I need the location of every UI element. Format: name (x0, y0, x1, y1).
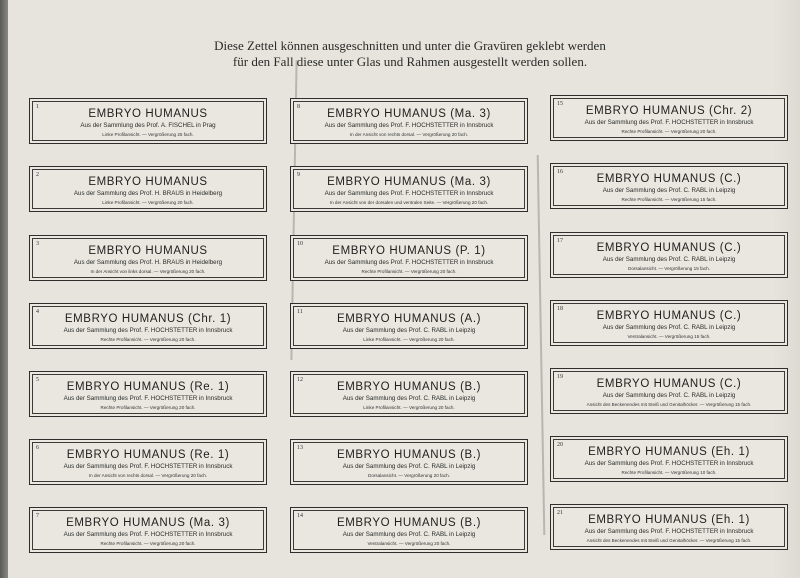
label-inner-frame (293, 510, 525, 550)
label-view: Ansicht des Beckenendes mit Steiß und Genitalhöcker. — Vergrößerung 15 fach. (586, 402, 752, 407)
label-source: Aus der Sammlung des Prof. F. HOCHSTETTER in Innsbruck (584, 119, 754, 126)
label-title: EMBRYO HUMANUS (B.) (336, 517, 482, 529)
embryo-label-card (290, 98, 528, 144)
label-title: EMBRYO HUMANUS (B.) (336, 381, 482, 393)
label-view: Linke Profilansicht. — Vergrößerung 20 fach. (363, 337, 455, 342)
label-number: 7 (36, 513, 39, 519)
scanner-edge (0, 0, 8, 578)
label-inner-frame (293, 442, 525, 482)
label-inner-frame (32, 306, 264, 346)
embryo-label-card (550, 300, 788, 346)
label-view: Linke Profilansicht. — Vergrößerung 25 fach. (102, 132, 194, 137)
label-inner-frame (293, 238, 525, 278)
label-view: In der Ansicht von rechts dorsal. — Vergrößerung 20 fach. (349, 132, 469, 137)
label-number: 14 (297, 513, 303, 519)
label-title: EMBRYO HUMANUS (C.) (596, 378, 742, 390)
label-title: EMBRYO HUMANUS (Eh. 1) (588, 446, 750, 458)
label-source: Aus der Sammlung des Prof. F. HOCHSTETTER in Innsbruck (324, 259, 494, 266)
label-title: EMBRYO HUMANUS (A.) (336, 313, 482, 325)
label-title: EMBRYO HUMANUS (Re. 1) (66, 449, 230, 461)
embryo-label-card (550, 504, 788, 550)
label-inner-frame (553, 166, 785, 206)
label-source: Aus der Sammlung des Prof. C. RABL in Leipzig (602, 324, 736, 331)
embryo-label-card (29, 303, 267, 349)
label-title: EMBRYO HUMANUS (Ma. 3) (327, 108, 491, 120)
label-source: Aus der Sammlung des Prof. F. HOCHSTETTER in Innsbruck (63, 463, 233, 470)
label-inner-frame (293, 101, 525, 141)
embryo-label-card (29, 166, 267, 212)
label-source: Aus der Sammlung des Prof. C. RABL in Leipzig (342, 395, 476, 402)
label-inner-frame (553, 303, 785, 343)
label-number: 12 (297, 377, 303, 383)
label-number: 6 (36, 445, 39, 451)
label-number: 8 (297, 104, 300, 110)
label-title: EMBRYO HUMANUS (Chr. 2) (585, 105, 753, 117)
label-title: EMBRYO HUMANUS (Ma. 3) (66, 517, 230, 529)
label-inner-frame (553, 439, 785, 479)
embryo-label-card (290, 371, 528, 417)
label-view: Rechte Profilansicht. — Vergrößerung 10 fach. (621, 470, 717, 475)
embryo-label-card (29, 235, 267, 281)
label-source: Aus der Sammlung des Prof. C. RABL in Leipzig (342, 327, 476, 334)
label-number: 16 (557, 169, 563, 175)
label-inner-frame (32, 442, 264, 482)
label-inner-frame (293, 169, 525, 209)
label-inner-frame (32, 101, 264, 141)
embryo-label-card (290, 507, 528, 553)
label-number: 9 (297, 172, 300, 178)
label-inner-frame (293, 374, 525, 414)
label-source: Aus der Sammlung des Prof. C. RABL in Leipzig (602, 392, 736, 399)
label-view: Dorsalansicht. — Vergrößerung 20 fach. (368, 473, 450, 478)
label-title: EMBRYO HUMANUS (Ma. 3) (327, 176, 491, 188)
label-inner-frame (293, 306, 525, 346)
embryo-label-card (29, 439, 267, 485)
label-view: Rechte Profilansicht. — Vergrößerung 20 fach. (100, 337, 196, 342)
label-number: 3 (36, 241, 39, 247)
label-view: Rechte Profilansicht. — Vergrößerung 20 fach. (361, 269, 457, 274)
embryo-label-card (29, 507, 267, 553)
label-source: Aus der Sammlung des Prof. C. RABL in Leipzig (342, 463, 476, 470)
label-source: Aus der Sammlung des Prof. F. HOCHSTETTER in Innsbruck (63, 531, 233, 538)
label-title: EMBRYO HUMANUS (C.) (596, 242, 742, 254)
label-number: 10 (297, 241, 303, 247)
embryo-label-card (550, 95, 788, 141)
heading-line-2: für den Fall diese unter Glas und Rahmen ausgestellt werden sollen. (232, 54, 588, 69)
label-inner-frame (553, 98, 785, 138)
embryo-label-card (550, 232, 788, 278)
label-number: 2 (36, 172, 39, 178)
label-title: EMBRYO HUMANUS (C.) (596, 310, 742, 322)
label-view: Ansicht des Beckenendes mit Steiß und Genitalhöcker. — Vergrößerung 15 fach. (586, 538, 752, 543)
label-title: EMBRYO HUMANUS (C.) (596, 173, 742, 185)
label-number: 5 (36, 377, 39, 383)
label-number: 21 (557, 510, 563, 516)
label-source: Aus der Sammlung des Prof. C. RABL in Leipzig (342, 531, 476, 538)
embryo-label-card (550, 436, 788, 482)
label-number: 4 (36, 309, 39, 315)
label-source: Aus der Sammlung des Prof. F. HOCHSTETTER in Innsbruck (324, 122, 494, 129)
label-source: Aus der Sammlung des Prof. F. HOCHSTETTER in Innsbruck (63, 327, 233, 334)
label-source: Aus der Sammlung des Prof. H. BRAUS in Heidelberg (73, 259, 223, 266)
label-title: EMBRYO HUMANUS (Re. 1) (66, 381, 230, 393)
label-source: Aus der Sammlung des Prof. F. HOCHSTETTER in Innsbruck (63, 395, 233, 402)
label-number: 11 (297, 309, 303, 315)
label-view: In der Ansicht von links dorsal. — Vergrößerung 20 fach. (90, 269, 206, 274)
label-title: EMBRYO HUMANUS (88, 245, 208, 257)
label-number: 15 (557, 101, 563, 107)
label-view: Dorsalansicht. — Vergrößerung 15 fach. (628, 266, 710, 271)
label-source: Aus der Sammlung des Prof. H. BRAUS in Heidelberg (73, 190, 223, 197)
paper-sheet (8, 0, 800, 578)
embryo-label-card (290, 166, 528, 212)
embryo-label-card (550, 163, 788, 209)
label-source: Aus der Sammlung des Prof. C. RABL in Leipzig (602, 256, 736, 263)
label-title: EMBRYO HUMANUS (Eh. 1) (588, 514, 750, 526)
label-source: Aus der Sammlung des Prof. F. HOCHSTETTER in Innsbruck (584, 460, 754, 467)
embryo-label-card (290, 303, 528, 349)
label-number: 18 (557, 306, 563, 312)
label-source: Aus der Sammlung des Prof. F. HOCHSTETTER in Innsbruck (324, 190, 494, 197)
label-view: Rechte Profilansicht. — Vergrößerung 20 fach. (100, 541, 196, 546)
label-inner-frame (32, 510, 264, 550)
label-view: Rechte Profilansicht. — Vergrößerung 15 fach. (621, 197, 717, 202)
label-title: EMBRYO HUMANUS (Chr. 1) (64, 313, 232, 325)
embryo-label-card (29, 98, 267, 144)
label-title: EMBRYO HUMANUS (88, 176, 208, 188)
embryo-label-card (290, 235, 528, 281)
label-source: Aus der Sammlung des Prof. C. RABL in Leipzig (602, 187, 736, 194)
embryo-label-card (290, 439, 528, 485)
instruction-heading (0, 38, 800, 70)
label-source: Aus der Sammlung des Prof. A. FISCHEL in Prag (80, 122, 216, 129)
label-view: Ventralansicht. — Vergrößerung 15 fach. (627, 334, 711, 339)
label-number: 13 (297, 445, 303, 451)
label-view: Rechte Profilansicht. — Vergrößerung 20 fach. (621, 129, 717, 134)
label-view: Rechte Profilansicht. — Vergrößerung 20 fach. (100, 405, 196, 410)
label-title: EMBRYO HUMANUS (B.) (336, 449, 482, 461)
label-inner-frame (553, 235, 785, 275)
heading-line-1: Diese Zettel können ausgeschnitten und unter die Gravüren geklebt werden (214, 38, 606, 53)
label-title: EMBRYO HUMANUS (P. 1) (332, 245, 486, 257)
label-number: 17 (557, 238, 563, 244)
label-view: Ventralansicht. — Vergrößerung 20 fach. (367, 541, 451, 546)
label-inner-frame (32, 169, 264, 209)
label-title: EMBRYO HUMANUS (88, 108, 208, 120)
label-view: Linke Profilansicht. — Vergrößerung 20 fach. (363, 405, 455, 410)
sheet-right-margin (772, 0, 800, 578)
embryo-label-card (550, 368, 788, 414)
embryo-label-card (29, 371, 267, 417)
label-inner-frame (32, 238, 264, 278)
label-inner-frame (553, 371, 785, 411)
label-source: Aus der Sammlung des Prof. F. HOCHSTETTER in Innsbruck (584, 528, 754, 535)
label-view: In der Ansicht von rechts dorsal. — Vergrößerung 20 fach. (88, 473, 208, 478)
label-inner-frame (32, 374, 264, 414)
label-number: 19 (557, 374, 563, 380)
label-view: In der Ansicht von der dorsalen und ventralen Seite. — Vergrößerung 20 fach. (329, 200, 489, 205)
label-number: 1 (36, 104, 39, 110)
label-number: 20 (557, 442, 563, 448)
label-inner-frame (553, 507, 785, 547)
label-view: Linke Profilansicht. — Vergrößerung 20 fach. (102, 200, 194, 205)
